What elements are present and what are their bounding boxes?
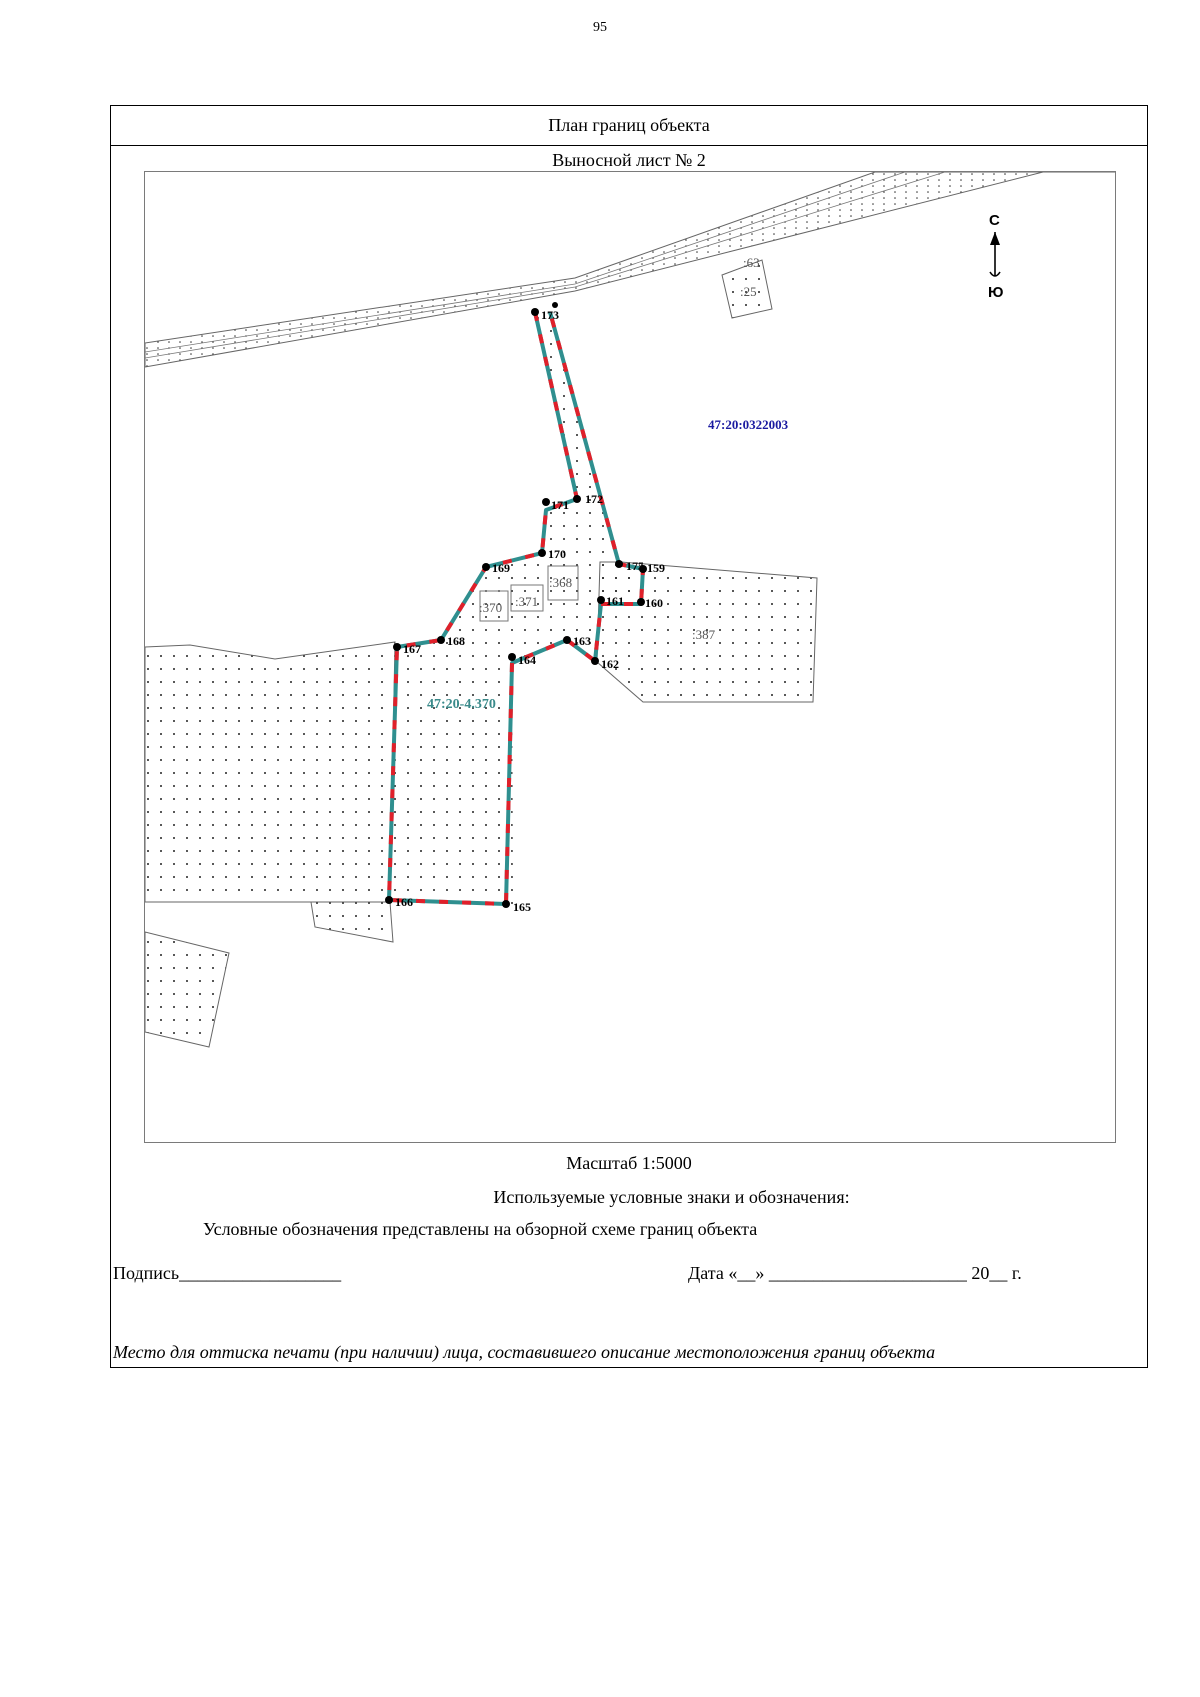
- point-label: 168: [447, 634, 465, 648]
- parcel-west-lower: [145, 902, 393, 942]
- compass: [988, 212, 1003, 301]
- signature-field: Подпись__________________: [113, 1263, 342, 1283]
- point-label: 172: [585, 492, 603, 506]
- point-label: 170: [548, 547, 566, 561]
- cadastral-block-label: 47:20:0322003: [708, 417, 789, 432]
- compass-south: Ю: [988, 284, 1004, 301]
- sheet-title: Выносной лист № 2: [552, 150, 706, 170]
- point-label: 171: [551, 498, 569, 512]
- point-label: 159: [647, 561, 665, 575]
- point-label: 167: [403, 642, 421, 656]
- point-label: 165: [513, 900, 531, 914]
- object-label: 47:20-4.370: [427, 697, 496, 712]
- parcel-west: [145, 642, 395, 902]
- point-label: 166: [395, 895, 413, 909]
- point-label: 163: [573, 634, 591, 648]
- parcel-label: :368: [549, 575, 573, 590]
- plan-title: План границ объекта: [111, 106, 1147, 146]
- road: [145, 172, 1116, 367]
- stamp-note: Место для оттиска печати (при наличии) лица, составившего описание местоположения границ объекта: [113, 1342, 936, 1362]
- point-label: 164: [518, 653, 536, 667]
- point-label: 161: [606, 594, 624, 608]
- point-label: 160: [645, 596, 663, 610]
- legend-note: Условные обозначения представлены на обзорной схеме границ объекта: [203, 1219, 758, 1239]
- parcel-label: :387: [692, 627, 716, 642]
- parcel-label: :371: [515, 594, 539, 609]
- legend-title: Используемые условные знаки и обозначения:: [493, 1187, 850, 1207]
- parcel-label: :25: [740, 284, 757, 299]
- page-number: 95: [593, 20, 607, 35]
- point-label: 175: [626, 559, 644, 573]
- date-field: Дата «__» ______________________ 20__ г.: [688, 1263, 1022, 1283]
- parcel-label: :63: [743, 255, 760, 270]
- parcel-label: :370: [479, 600, 503, 615]
- arrow-up-icon: [990, 232, 1000, 245]
- point-label: 162: [601, 657, 619, 671]
- point-label: 169: [492, 561, 510, 575]
- parcel-southwest: [145, 932, 229, 1047]
- point-label: 173: [541, 308, 559, 322]
- scale-label: Масштаб 1:5000: [566, 1153, 692, 1173]
- boundary-map: [144, 171, 1116, 1143]
- document-frame: [110, 105, 1148, 1368]
- compass-north: С: [989, 212, 1000, 229]
